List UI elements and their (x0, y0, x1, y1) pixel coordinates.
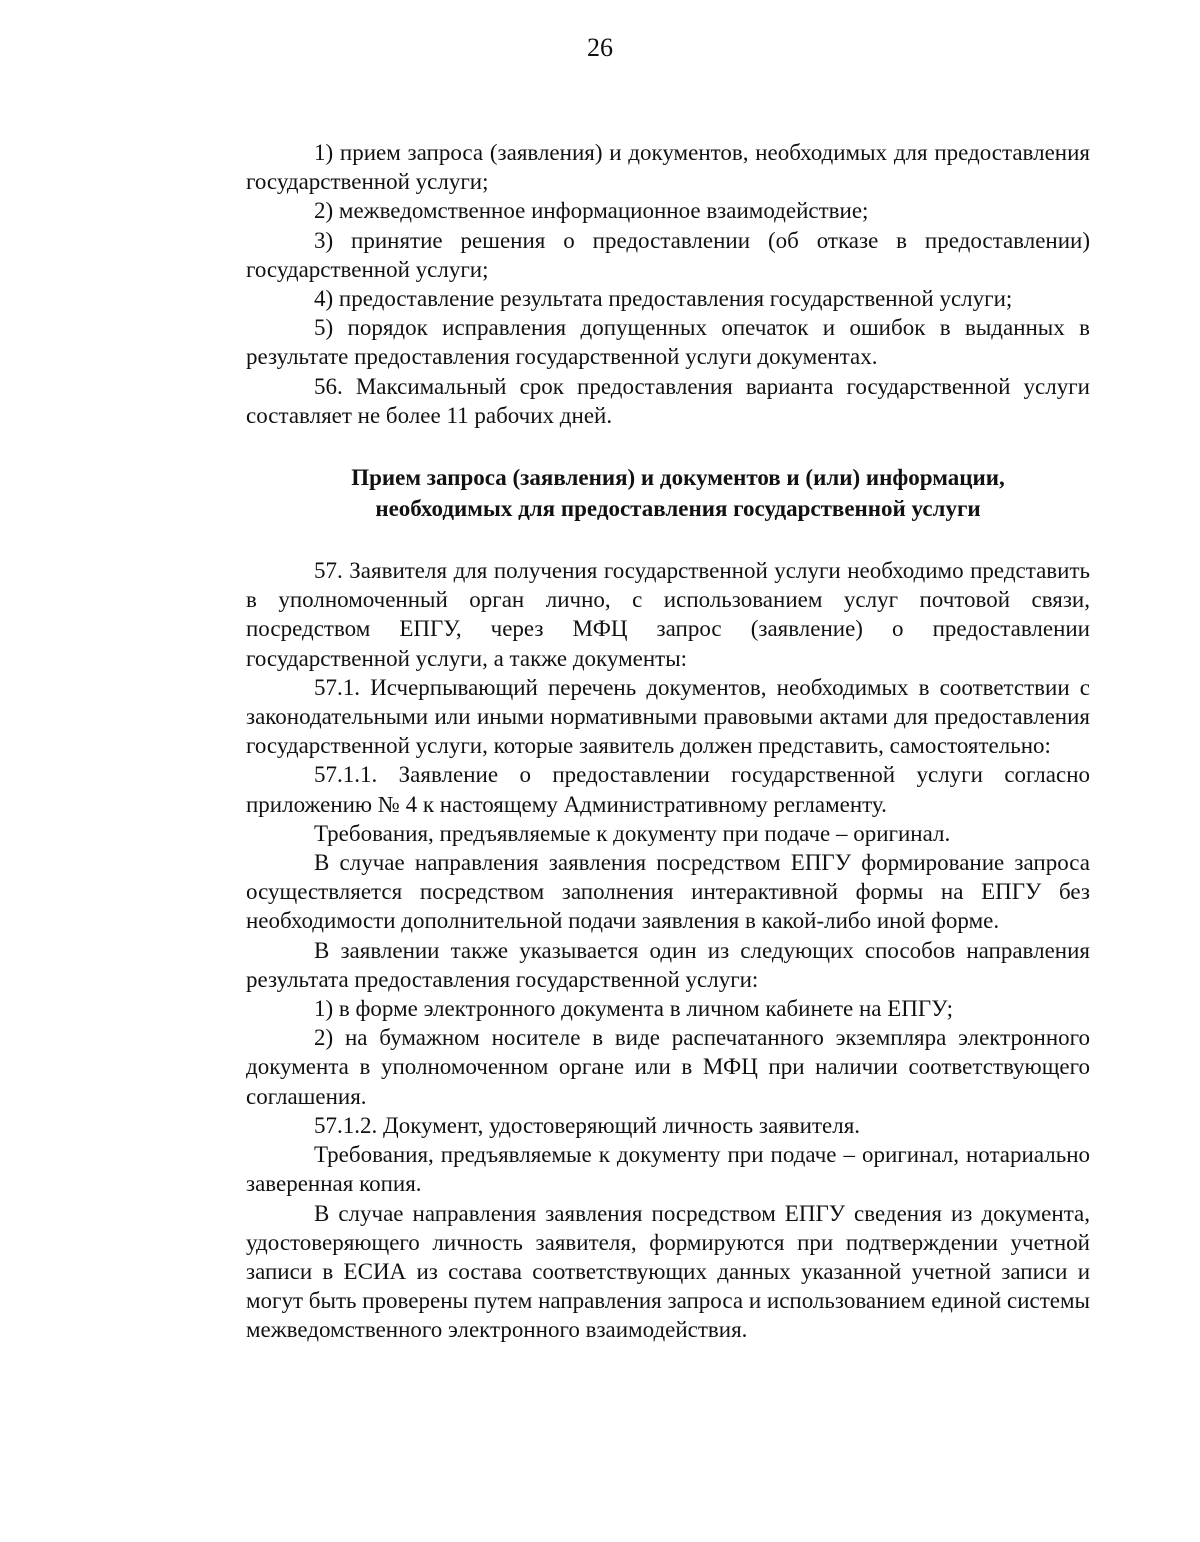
list-item-result: 4) предоставление результата предоставления государственной услуги; (314, 286, 1013, 312)
section-heading-line-1: Прием запроса (заявления) и документов и (или) информации, (351, 465, 1005, 491)
paragraph-requirements-copy: Требования, предъявляемые к документу при подаче – оригинал, нотариально заверенная копия. (246, 1142, 1090, 1197)
paragraph-delivery-methods: В заявлении также указывается один из следующих способов направления результата предоставления государственной услуги: (246, 937, 1090, 992)
page-number: 26 (587, 33, 613, 62)
section-heading-line-2: необходимых для предоставления государственной услуги (375, 496, 981, 522)
paragraph-requirements-original: Требования, предъявляемые к документу при подаче – оригинал. (314, 820, 951, 846)
paragraph-57-1-2: 57.1.2. Документ, удостоверяющий личность заявителя. (314, 1112, 861, 1138)
paragraph-57-1-1: 57.1.1. Заявление о предоставлении государственной услуги согласно приложению № 4 к настоящему Административному регламенту. (246, 762, 1090, 817)
paragraph-epgu-form: В случае направления заявления посредством ЕПГУ формирование запроса осуществляется посредством заполнения интерактивной формы на ЕПГУ без необходимости дополнительной подачи заявления в какой-либо иной форме. (246, 850, 1090, 934)
document-body (246, 138, 1090, 1345)
list-item-corrections: 5) порядок исправления допущенных опечаток и ошибок в выданных в результате предоставления государственной услуги документах. (246, 315, 1090, 370)
delivery-method-paper: 2) на бумажном носителе в виде распечатанного экземпляра электронного документа в уполномоченном органе или в МФЦ при наличии соответствующего соглашения. (246, 1025, 1090, 1109)
paragraph-56: 56. Максимальный срок предоставления варианта государственной услуги составляет не более 11 рабочих дней. (246, 373, 1090, 428)
section-heading (246, 462, 1090, 524)
delivery-method-electronic: 1) в форме электронного документа в личном кабинете на ЕПГУ; (314, 996, 954, 1022)
list-item-reception: 1) прием запроса (заявления) и документов, необходимых для предоставления государственной услуги; (246, 140, 1090, 195)
list-item-interaction: 2) межведомственное информационное взаимодействие; (314, 198, 869, 224)
paragraph-esia-verification: В случае направления заявления посредством ЕПГУ сведения из документа, удостоверяющего личность заявителя, формируются при подтверждении учетной записи в ЕСИА из состава соответствующих данных указанной учетной записи и могут быть проверены путем направления запроса и использованием единой системы межведомственного электронного взаимодействия. (246, 1200, 1090, 1343)
list-item-decision: 3) принятие решения о предоставлении (об отказе в предоставлении) государственной услуги; (246, 227, 1090, 282)
paragraph-57: 57. Заявителя для получения государственной услуги необходимо представить в уполномоченный орган лично, с использованием услуг почтовой связи, посредством ЕПГУ, через МФЦ запрос (заявление) о предоставлении государственной услуги, а также документы: (246, 558, 1090, 671)
paragraph-57-1: 57.1. Исчерпывающий перечень документов, необходимых в соответствии с законодательными или иными нормативными правовыми актами для предоставления государственной услуги, которые заявитель должен представить, самостоятельно: (246, 674, 1090, 759)
